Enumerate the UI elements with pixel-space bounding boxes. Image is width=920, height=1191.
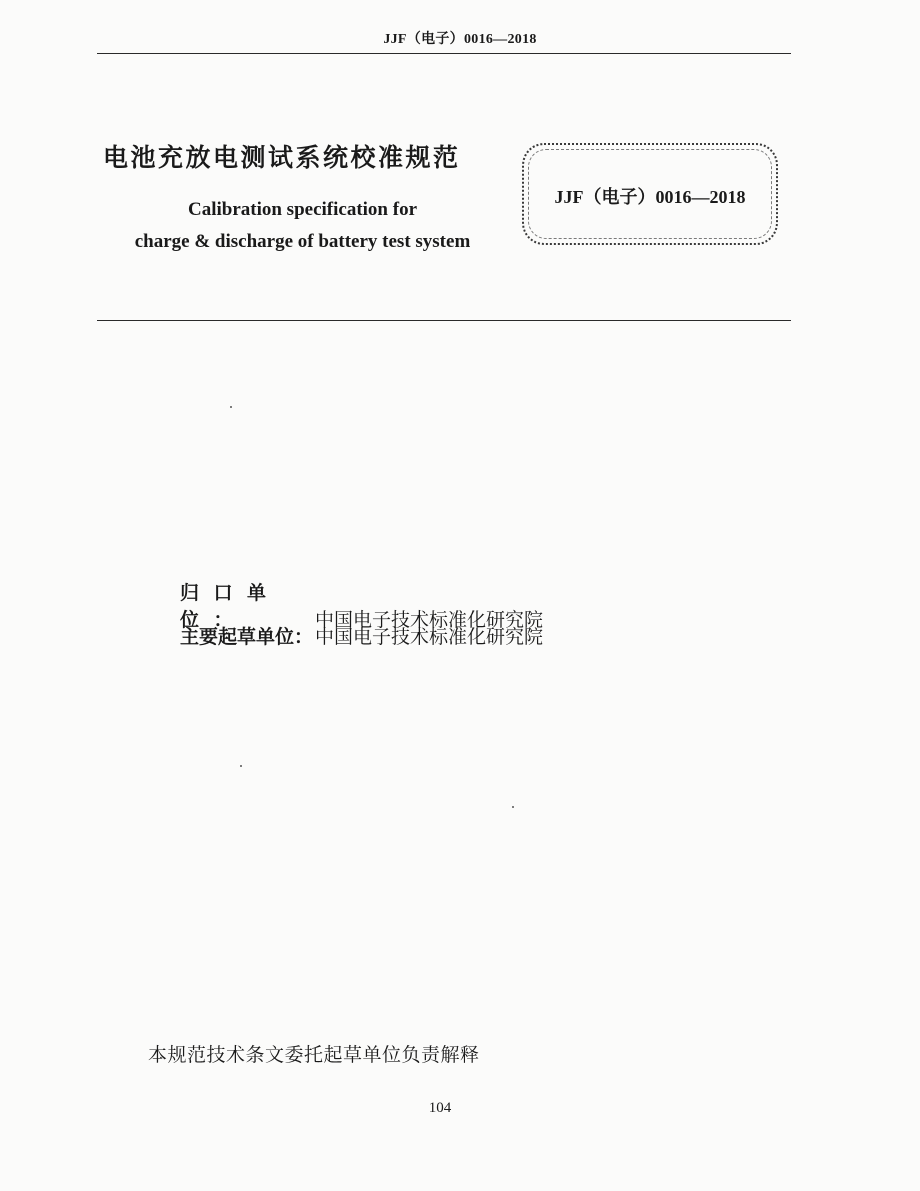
- centralized-unit-label: 归口单位：: [180, 582, 281, 631]
- page-number: 104: [428, 1100, 452, 1116]
- drafting-unit-value: 中国电子技术标准化研究院: [315, 626, 544, 648]
- interpretation-note: 本规范技术条文委托起草单位负责解释: [148, 1044, 480, 1066]
- scan-speck: [230, 406, 232, 408]
- scan-speck: [512, 806, 514, 808]
- title-english-line-2: charge & discharge of battery test system: [134, 231, 471, 252]
- header-rule: [97, 53, 791, 54]
- drafting-unit-row: [180, 622, 543, 649]
- running-header: JJF（电子）0016—2018: [383, 32, 537, 47]
- standard-code: JJF（电子）0016—2018: [554, 187, 746, 207]
- drafting-unit-label: 主要起草单位：: [180, 626, 314, 648]
- centralized-unit-value: 中国电子技术标准化研究院: [315, 609, 544, 631]
- title-chinese: 电池充放电测试系统校准规范: [103, 143, 461, 172]
- scan-speck: [240, 765, 242, 767]
- title-english-line-1: Calibration specification for: [187, 199, 418, 220]
- title-rule: [97, 320, 791, 321]
